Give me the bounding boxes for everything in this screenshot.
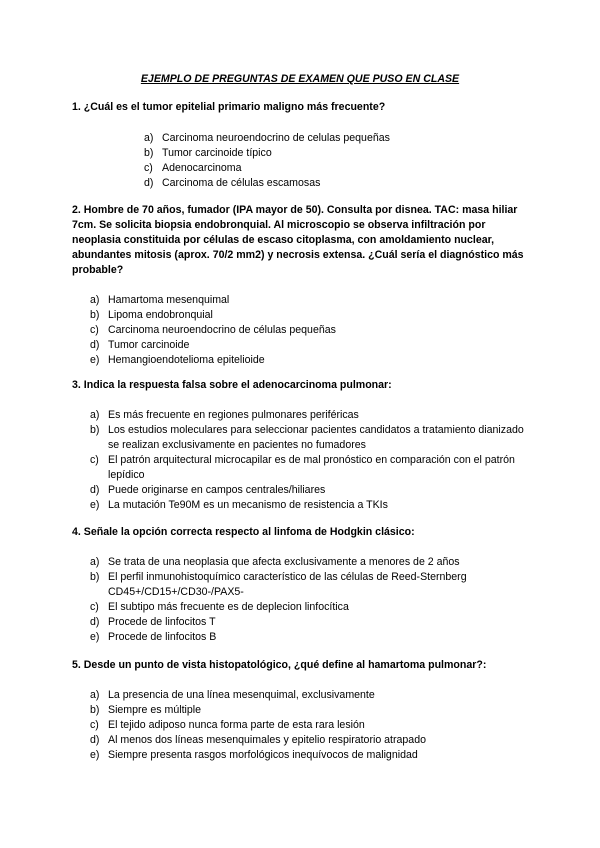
- option-item: d) Carcinoma de células escamosas: [144, 177, 321, 189]
- option-item: d) Procede de linfocitos T: [90, 616, 216, 628]
- option-item: b) Lipoma endobronquial: [90, 309, 213, 321]
- question-text: 5. Desde un punto de vista histopatológico, ¿qué define al hamartoma pulmonar?:: [72, 659, 487, 671]
- document-title: EJEMPLO DE PREGUNTAS DE EXAMEN QUE PUSO EN CLASE: [140, 73, 460, 85]
- option-item: a) La presencia de una línea mesenquimal, exclusivamente: [90, 689, 375, 701]
- option-item: a) Es más frecuente en regiones pulmonares periféricas: [90, 409, 359, 421]
- option-item: e) Hemangioendotelioma epitelioide: [90, 354, 265, 366]
- question-text: 1. ¿Cuál es el tumor epitelial primario maligno más frecuente?: [72, 101, 386, 113]
- options-list: [72, 555, 532, 645]
- option-item: b) El perfil inmunohistoquímico característico de las células de Reed-Sternberg CD45+/CD15+/CD30-/PAX5-: [90, 571, 467, 598]
- option-item: c) Adenocarcinoma: [144, 162, 242, 174]
- question-5: [72, 658, 532, 763]
- options-list: [72, 688, 532, 763]
- option-item: c) El patrón arquitectural microcapilar es de mal pronóstico en comparación con el patrón lepídico: [90, 454, 515, 481]
- question-text: 2. Hombre de 70 años, fumador (IPA mayor de 50). Consulta por disnea. TAC: masa hiliar 7cm. Se solicita biopsia endobronquial. Al microscopio se observa infiltración por neoplasia constituida por células de escaso citoplasma, con amoldamiento nuclear, abundantes mitosis (aprox. 70/2 mm2) y necrosis extensa. ¿Cuál sería el diagnóstico más probable?: [72, 204, 524, 276]
- option-item: d) Tumor carcinoide: [90, 339, 190, 351]
- option-item: e) Procede de linfocitos B: [90, 631, 217, 643]
- option-item: d) Al menos dos líneas mesenquimales y epitelio respiratorio atrapado: [90, 734, 426, 746]
- option-item: a) Se trata de una neoplasia que afecta exclusivamente a menores de 2 años: [90, 556, 460, 568]
- options-list: [72, 131, 532, 191]
- option-item: d) Puede originarse en campos centrales/hiliares: [90, 484, 326, 496]
- question-text: 4. Señale la opción correcta respecto al linfoma de Hodgkin clásico:: [72, 526, 415, 538]
- option-item: a) Hamartoma mesenquimal: [90, 294, 230, 306]
- option-item: c) El subtipo más frecuente es de deplecion linfocítica: [90, 601, 349, 613]
- option-item: b) Tumor carcinoide típico: [144, 147, 272, 159]
- option-item: b) Los estudios moleculares para seleccionar pacientes candidatos a tratamiento dianizado se realizan exclusivamente en pacientes no fumadores: [90, 424, 524, 451]
- option-item: c) Carcinoma neuroendocrino de células pequeñas: [90, 324, 336, 336]
- question-1: [72, 100, 532, 191]
- question-3: [72, 378, 532, 513]
- option-item: b) Siempre es múltiple: [90, 704, 202, 716]
- option-item: c) El tejido adiposo nunca forma parte de esta rara lesión: [90, 719, 365, 731]
- option-item: e) Siempre presenta rasgos morfológicos inequívocos de malignidad: [90, 749, 418, 761]
- question-text: 3. Indica la respuesta falsa sobre el adenocarcinoma pulmonar:: [72, 379, 392, 391]
- options-list: [72, 293, 532, 368]
- options-list: [72, 408, 532, 513]
- option-item: a) Carcinoma neuroendocrino de celulas pequeñas: [144, 132, 390, 144]
- question-2: [72, 203, 532, 368]
- question-4: [72, 525, 532, 645]
- option-item: e) La mutación Te90M es un mecanismo de resistencia a TKIs: [90, 499, 388, 511]
